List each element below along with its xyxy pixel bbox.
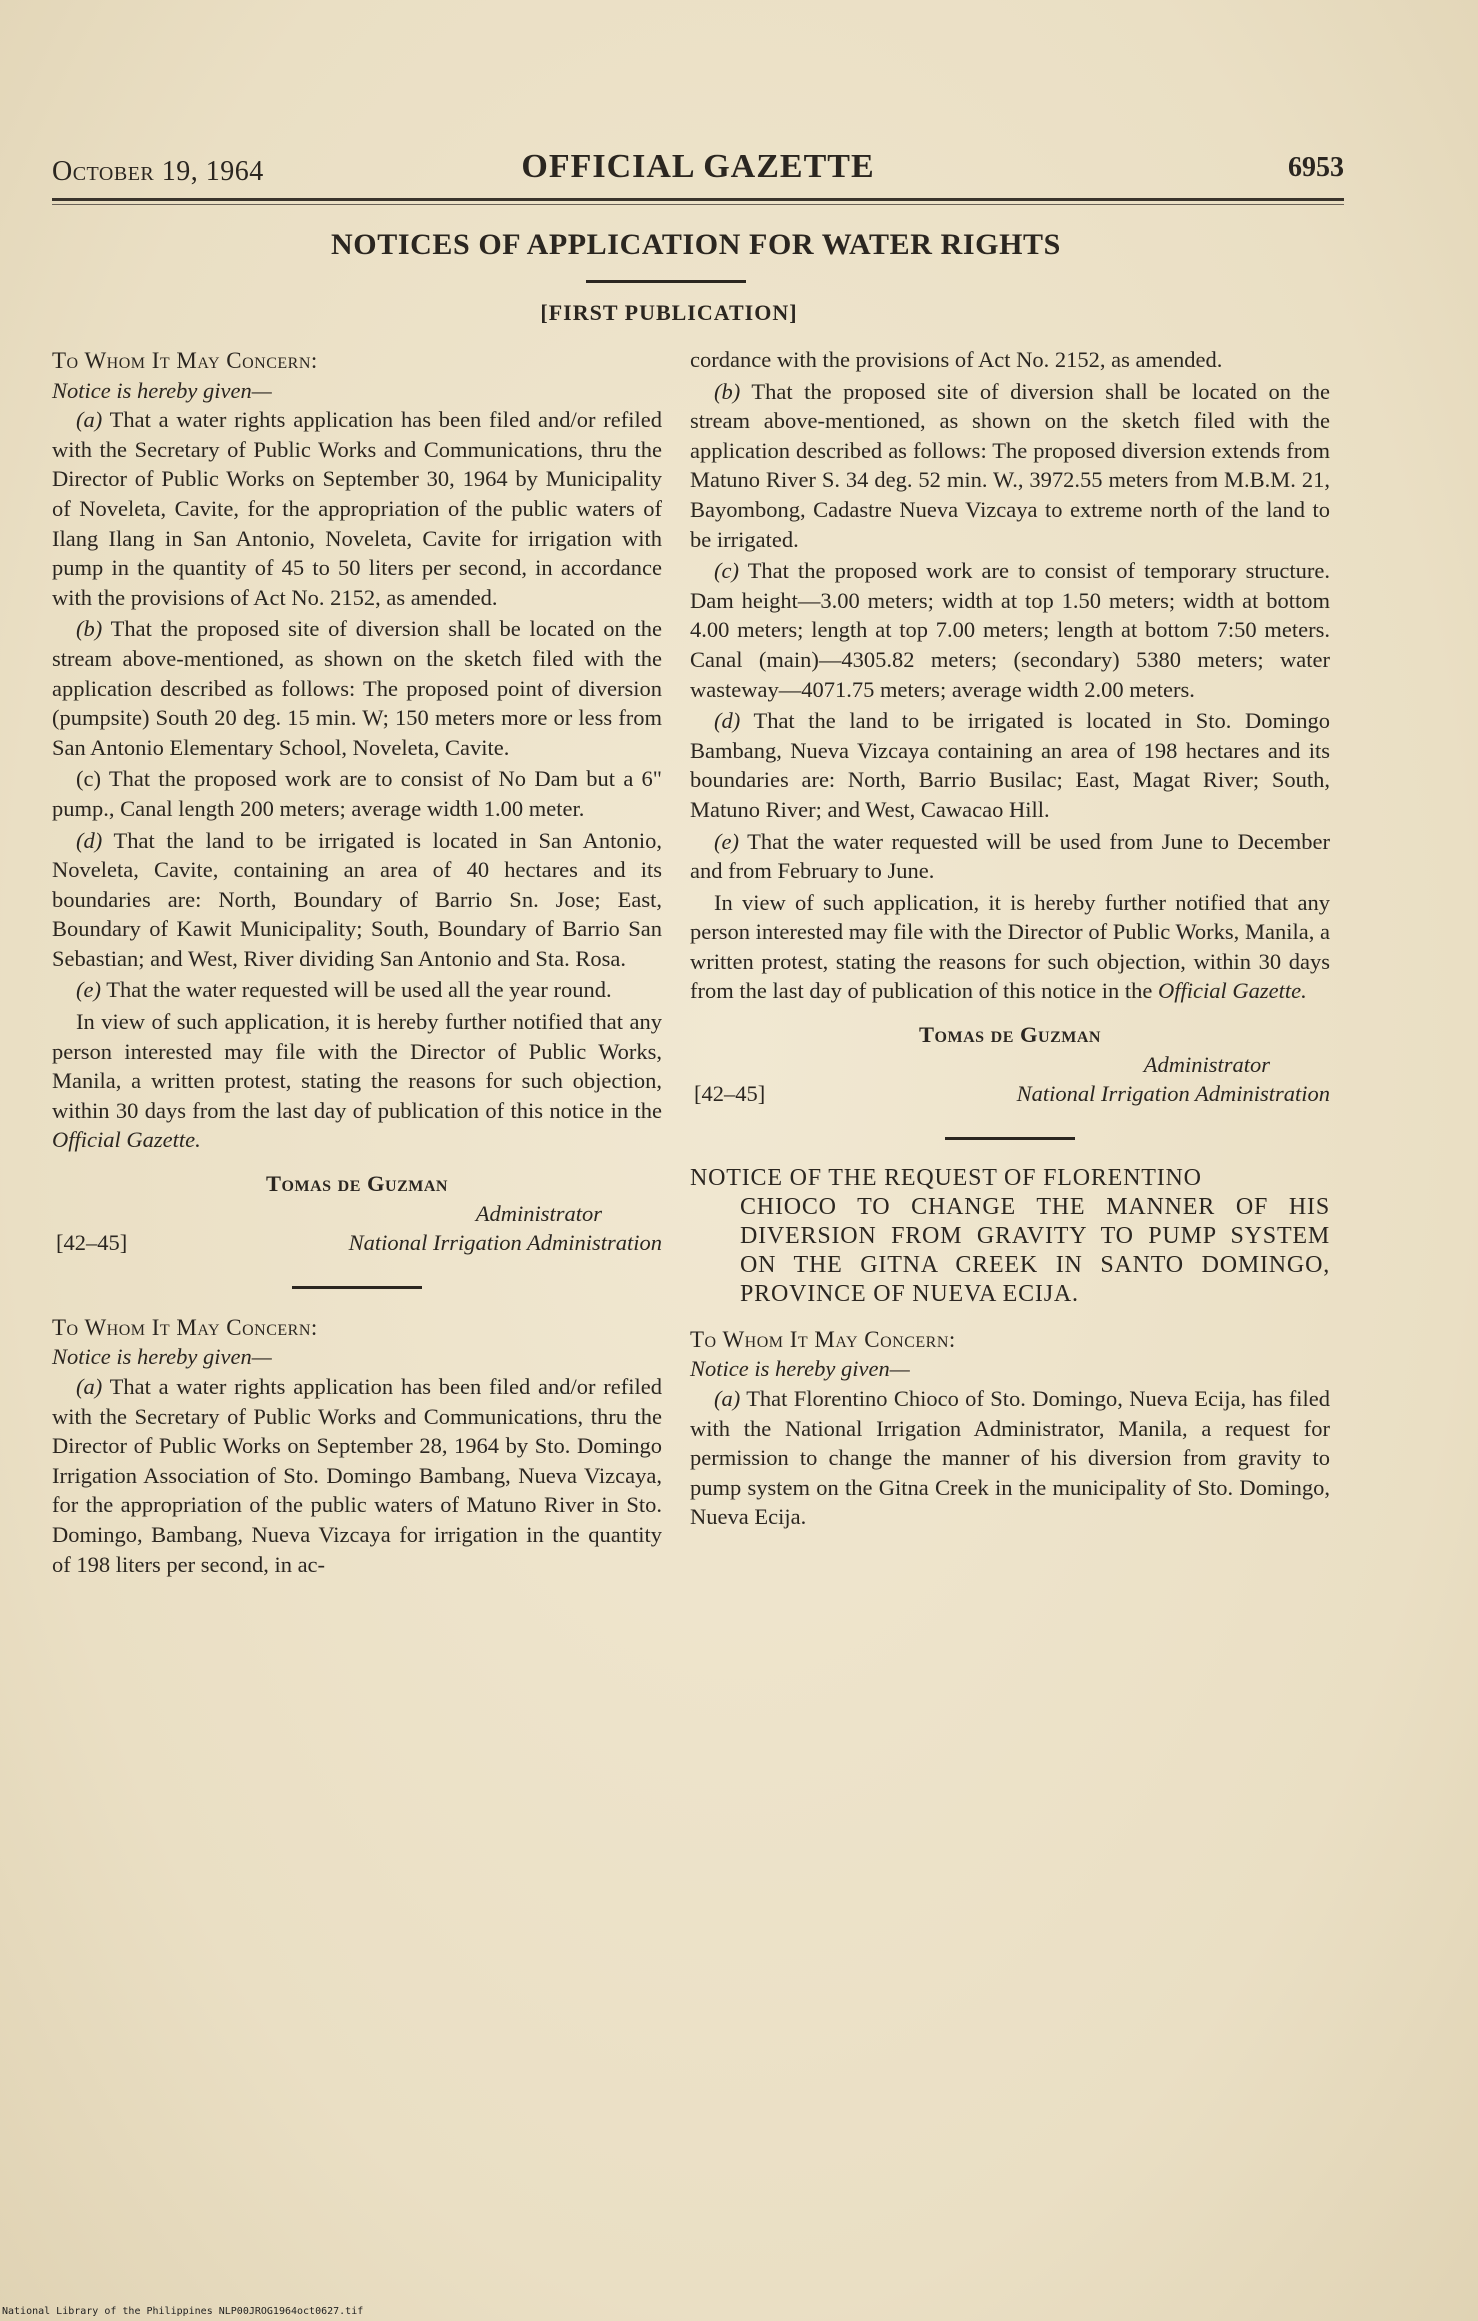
- header-date: October 19, 1964: [52, 156, 264, 187]
- notice1-para-e: (e) That the water requested will be used all the year round.: [76, 977, 612, 1003]
- notice3-title-first-line: NOTICE OF THE REQUEST OF FLORENTINO: [690, 1164, 1202, 1191]
- header-rule: [52, 198, 1344, 201]
- right-column: [690, 345, 1330, 1532]
- signatory-agency: National Irrigation Administration: [348, 1230, 662, 1256]
- notice1-para-d: (d) That the land to be irrigated is located in San Antonio, Noveleta, Cavite, containing an area of 40 hectares and its boundaries are: North, Boundary of Barrio Sn. Jose; East, Boundary of Kawit Municipality; South, Boundary of Barrio San Sebastian; and West, River dividing San Antonio and Sta. Rosa.: [52, 827, 662, 971]
- notice2-para-c: (c) That the proposed work are to consist of temporary structure. Dam height—3.00 meters; width at top 1.50 meters; width at bottom 4.00 meters; length at top 7.00 meters; length at bottom 7:50 meters. Canal (main)—4305.82 meters; (secondary) 5380 meters; water wasteway—4071.75 meters; average width 2.00 meters.: [690, 558, 1331, 702]
- notice1-closing: In view of such application, it is hereby further notified that any person interested may file with the Director of Public Works, Manila, a written protest, stating the reasons for such objection, within 30 days from the last day of publication of this notice in the Official Gazette.: [52, 1009, 662, 1153]
- notice2-para-b: (b) That the proposed site of diversion shall be located on the stream above-mentioned, as shown on the sketch filed with the application described as follows: The proposed diversion extends from Matuno River S. 34 deg. 52 min. W., 3972.55 meters from M.B.M. 21, Bayombong, Cadastre Nueva Vizcaya to extreme north of the land to be irrigated.: [690, 378, 1330, 552]
- notice3-title-rest: CHIOCO TO CHANGE THE MANNER OF HIS DIVERSION FROM GRAVITY TO PUMP SYSTEM ON THE GITNA CREEK IN SANTO DOMINGO, PROVINCE OF NUEVA ECIJA.: [740, 1193, 1330, 1307]
- notice1-para-c: (c) That the proposed work are to consist of No Dam but a 6" pump., Canal length 200 meters; average width 1.00 meter.: [52, 766, 662, 821]
- section-title: NOTICES OF APPLICATION FOR WATER RIGHTS: [331, 228, 1061, 261]
- title-divider: [586, 280, 746, 283]
- notice3-given: Notice is hereby given—: [690, 1356, 910, 1382]
- notice2-para-e: (e) That the water requested will be used from June to December and from February to June.: [690, 828, 1331, 884]
- notice3-para-a: (a) That Florentino Chioco of Sto. Domingo, Nueva Ecija, has filed with the National Irrigation Administrator, Manila, a request for permission to change the manner of his diversion from gravity to pump system on the Gitna Creek in the municipality of Sto. Domingo, Nueva Ecija.: [690, 1386, 1330, 1530]
- label-a: (a): [76, 407, 103, 433]
- notice2-para-a-cont: cordance with the provisions of Act No. 2152, as amended.: [690, 347, 1223, 372]
- header-rule-thin: [52, 204, 1344, 205]
- signatory-name: Tomas de Guzman: [919, 1022, 1101, 1048]
- scan-footer: National Library of the Philippines NLP00JROG1964oct0627.tif: [2, 2306, 364, 2317]
- notice2-given: Notice is hereby given—: [52, 1344, 272, 1370]
- header-title: OFFICIAL GAZETTE: [521, 148, 875, 185]
- signatory-name: Tomas de Guzman: [266, 1171, 448, 1197]
- notice1-signature: [52, 1169, 662, 1258]
- notice3-salutation: To Whom It May Concern:: [690, 1326, 956, 1352]
- notice-divider: [292, 1286, 422, 1289]
- notice1-salutation: To Whom It May Concern:: [52, 348, 318, 373]
- signatory-role: Administrator: [1143, 1051, 1270, 1077]
- notice2-salutation: To Whom It May Concern:: [52, 1314, 318, 1340]
- notice-divider: [945, 1137, 1075, 1140]
- signatory-agency: National Irrigation Administration: [1016, 1081, 1330, 1107]
- left-column: [52, 346, 662, 1579]
- page-header: [52, 148, 1344, 188]
- notice1-given: Notice is hereby given—: [52, 377, 272, 403]
- publication-ref: [42–45]: [56, 1230, 128, 1256]
- publication-ref: [42–45]: [694, 1081, 766, 1107]
- notice2-para-a: (a) That a water rights application has been filed and/or refiled with the Secretary of Public Works and Communications, thru the Director of Public Works on September 28, 1964 by Sto. Domingo Irrigation Association of Sto. Domingo Bambang, Nueva Vizcaya, for the appropriation of the public waters of Matuno River in Sto. Domingo, Bambang, Nueva Vizcaya for irrigation in the quantity of 198 liters per second, in ac-: [52, 1374, 663, 1577]
- notice1-para-a: (a) That a water rights application has been filed and/or refiled with the Secretary of Public Works and Communications, thru the Director of Public Works on September 30, 1964 by Municipality of Noveleta, Cavite, for the appropriation of the public waters of Ilang Ilang in San Antonio, Noveleta, Cavite for irrigation with pump in the quantity of 45 to 50 liters per second, in accordance with the provisions of Act No. 2152, as amended.: [52, 407, 663, 610]
- notice2-closing: In view of such application, it is hereby further notified that any person interested may file with the Director of Public Works, Manila, a written protest, stating the reasons for such objection, within 30 days from the last day of publication of this notice in the Official Gazette.: [690, 889, 1330, 1004]
- notice2-para-d: (d) That the land to be irrigated is located in Sto. Domingo Bambang, Nueva Vizcaya containing an area of 198 hectares and its boundaries are: North, Barrio Busilac; East, Magat River; South, Matuno River; and West, Cawacao Hill.: [690, 708, 1330, 822]
- notice1-para-b: (b) That the proposed site of diversion shall be located on the stream above-mentioned, as shown on the sketch filed with the application described as follows: The proposed point of diversion (pumpsite) South 20 deg. 15 min. W; 150 meters more or less from San Antonio Elementary School, Noveleta, Cavite.: [52, 616, 662, 760]
- header-page-number: 6953: [1288, 152, 1344, 183]
- signatory-role: Administrator: [475, 1200, 602, 1226]
- publication-label: [FIRST PUBLICATION]: [540, 300, 798, 325]
- notice2-signature: [690, 1020, 1330, 1109]
- notice3-title: [690, 1164, 1330, 1309]
